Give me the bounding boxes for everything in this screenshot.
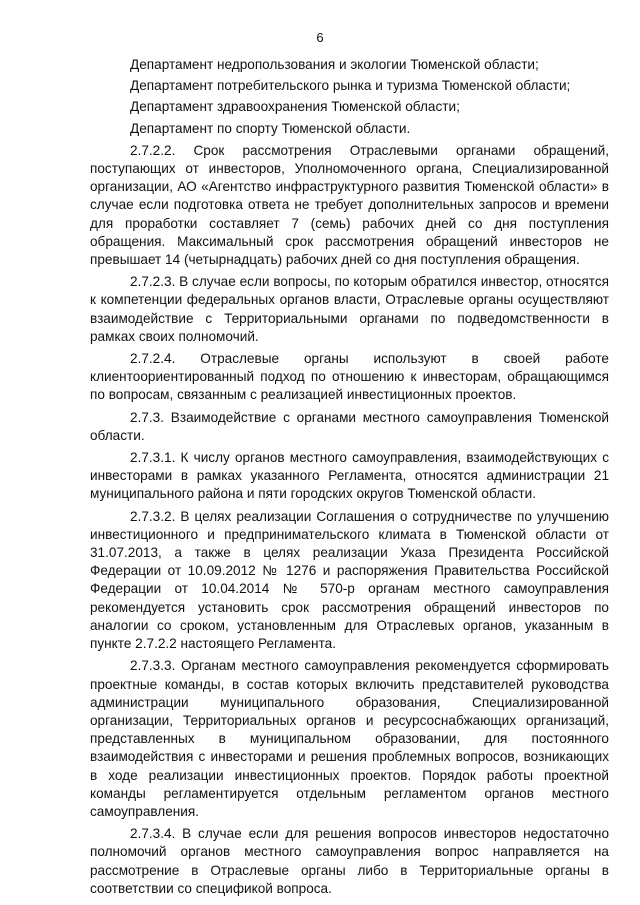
department-item: Департамент здравоохранения Тюменской области; <box>130 99 460 115</box>
document-body <box>90 56 609 898</box>
department-item: Департамент потребительского рынка и туризма Тюменской области; <box>130 78 571 94</box>
paragraph-2-7-3-4: 2.7.3.4. В случае если для решения вопросов инвесторов недостаточно полномочий органов местного самоуправления вопрос направляется на рассмотрение в Отраслевые органы либо в Территориальные органы в соответствии со спецификой вопроса. <box>90 826 609 896</box>
paragraph-2-7-2-3: 2.7.2.3. В случае если вопросы, по которым обратился инвестор, относятся к компетенции федеральных органов власти, Отраслевые органы осуществляют взаимодействие с Территориальными органами по подведомственности в рамках своих полномочий. <box>90 274 609 344</box>
page-number: 6 <box>316 30 324 45</box>
department-item: Департамент недропользования и экологии Тюменской области; <box>130 57 539 72</box>
paragraph-2-7-2-4: 2.7.2.4. Отраслевые органы используют в своей работе клиентоориентированный подход по отношению к инвесторам, обращающимся по вопросам, связанным с реализацией инвестиционных проектов. <box>90 351 609 403</box>
paragraph-2-7-3-3: 2.7.3.3. Органам местного самоуправления рекомендуется сформировать проектные команды, в состав которых включить представителей руководства администрации муниципального образования, Специализированной организации, Территориальных органов и ресурсоснабжающих организаций, представленных в муниципальном образовании, для постоянного взаимодействия с инвесторами и решения проблемных вопросов, возникающих в ходе реализации инвестиционных проектов. Порядок работы проектной команды регламентируется отдельным регламентом органов местного самоуправления. <box>90 658 609 819</box>
paragraph-2-7-3-1: 2.7.3.1. К числу органов местного самоуправления, взаимодействующих с инвесторами в рамках указанного Регламента, относятся администрации 21 муниципального района и пяти городских округов Тюменской области. <box>90 450 609 502</box>
paragraph-2-7-3: 2.7.3. Взаимодействие с органами местного самоуправления Тюменской области. <box>90 409 609 443</box>
paragraph-2-7-3-2: 2.7.3.2. В целях реализации Соглашения о сотрудничестве по улучшению инвестиционного и предпринимательского климата в Тюменской области от 31.07.2013, а также в целях реализации Указа Президента Российской Федерации от 10.09.2012 № 1276 и распоряжения Правительства Российской Федерации от 10.04.2014 № 570-р органам местного самоуправления рекомендуется установить срок рассмотрения обращений инвесторов по аналогии со сроком, установленным для Отраслевых органов, указанным в пункте 2.7.2.2 настоящего Регламента. <box>90 508 609 652</box>
department-item: Департамент по спорту Тюменской области. <box>130 120 411 136</box>
paragraph-2-7-2-2: 2.7.2.2. Срок рассмотрения Отраслевыми органами обращений, поступающих от инвесторов, Уполномоченного органа, Специализированной организации, АО «Агентство инфраструктурного развития Тюменской области» в случае если подготовка ответа не требует дополнительных запросов и времени для проработки составляет 7 (семь) рабочих дней со дня поступления обращения. Максимальный срок рассмотрения обращений инвесторов не превышает 14 (четырнадцать) рабочих дней со дня поступления обращения. <box>90 142 609 268</box>
